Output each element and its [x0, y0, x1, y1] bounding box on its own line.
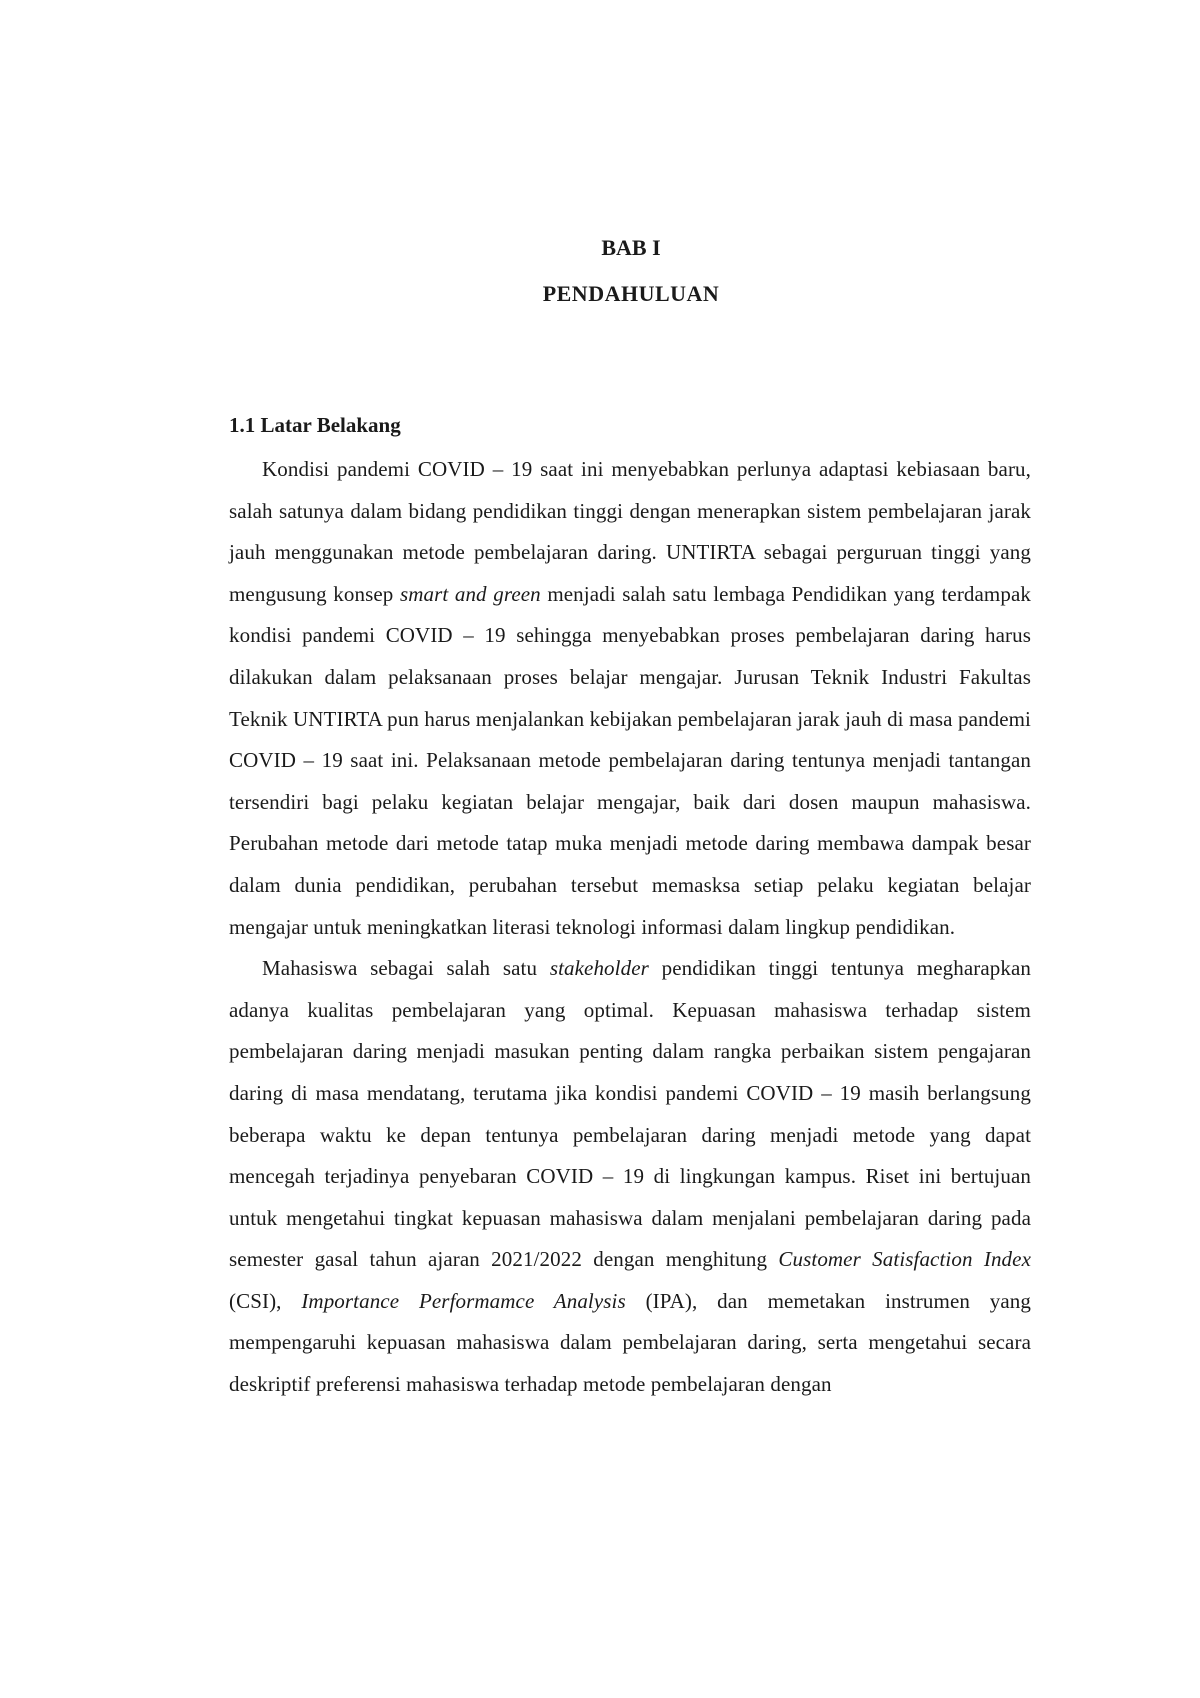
paragraph-1-text-a: Kondisi pandemi COVID – 19 saat ini menyebabkan perlunya adaptasi kebiasaan baru, salah satunya dalam bidang pendidikan tinggi dengan menerapkan sistem pembelajaran jarak jauh menggunakan metode pembelajaran daring. UNTIRTA sebagai perguruan tinggi yang mengusung konsep	[229, 457, 1031, 606]
paragraph-2-text-a: Mahasiswa sebagai salah satu	[262, 956, 550, 981]
paragraph-1	[229, 449, 1031, 948]
paragraph-2-text-c: (CSI),	[229, 1288, 302, 1313]
paragraph-1-text-b: menjadi salah satu lembaga Pendidikan yang terdampak kondisi pandemi COVID – 19 sehingga menyebabkan proses pembelajaran daring harus dilakukan dalam pelaksanaan proses belajar mengajar. Jurusan Teknik Industri Fakultas Teknik UNTIRTA pun harus menjalankan kebijakan pembelajaran jarak jauh di masa pandemi COVID – 19 saat ini. Pelaksanaan metode pembelajaran daring tentunya menjadi tantangan tersendiri bagi pelaku kegiatan belajar mengajar, baik dari dosen maupun mahasiswa. Perubahan metode dari metode tatap muka menjadi metode daring membawa dampak besar dalam dunia pendidikan, perubahan tersebut memasksa setiap pelaku kegiatan belajar mengajar untuk meningkatkan literasi teknologi informasi dalam lingkup pendidikan.	[229, 581, 1031, 939]
section-heading: 1.1 Latar Belakang	[229, 413, 401, 437]
paragraph-2-italic-ipa: Importance Performamce Analysis	[301, 1288, 626, 1313]
chapter-title: PENDAHULUAN	[542, 281, 720, 306]
paragraph-2	[229, 948, 1031, 1406]
paragraph-1-italic-term: smart and green	[399, 581, 541, 606]
paragraph-2-text-d: (IPA), dan memetakan instrumen yang mempengaruhi kepuasan mahasiswa dalam pembelajaran daring, serta mengetahui secara deskriptif preferensi mahasiswa terhadap metode pembelajaran dengan	[229, 1288, 1031, 1397]
paragraph-2-italic-stakeholder: stakeholder	[549, 956, 649, 981]
paragraph-2-text-b: pendidikan tinggi tentunya megharapkan adanya kualitas pembelajaran yang optimal. Kepuasan mahasiswa terhadap sistem pembelajaran daring menjadi masukan penting dalam rangka perbaikan sistem pengajaran daring di masa mendatang, terutama jika kondisi pandemi COVID – 19 masih berlangsung beberapa waktu ke depan tentunya pembelajaran daring menjadi metode yang dapat mencegah terjadinya penyebaran COVID – 19 di lingkungan kampus. Riset ini bertujuan untuk mengetahui tingkat kepuasan mahasiswa dalam menjalani pembelajaran daring pada semester gasal tahun ajaran 2021/2022 dengan menghitung	[229, 956, 1032, 1272]
chapter-number: BAB I	[601, 235, 661, 260]
paragraph-2-italic-csi: Customer Satisfaction Index	[778, 1247, 1031, 1272]
body-text	[229, 449, 1031, 1406]
